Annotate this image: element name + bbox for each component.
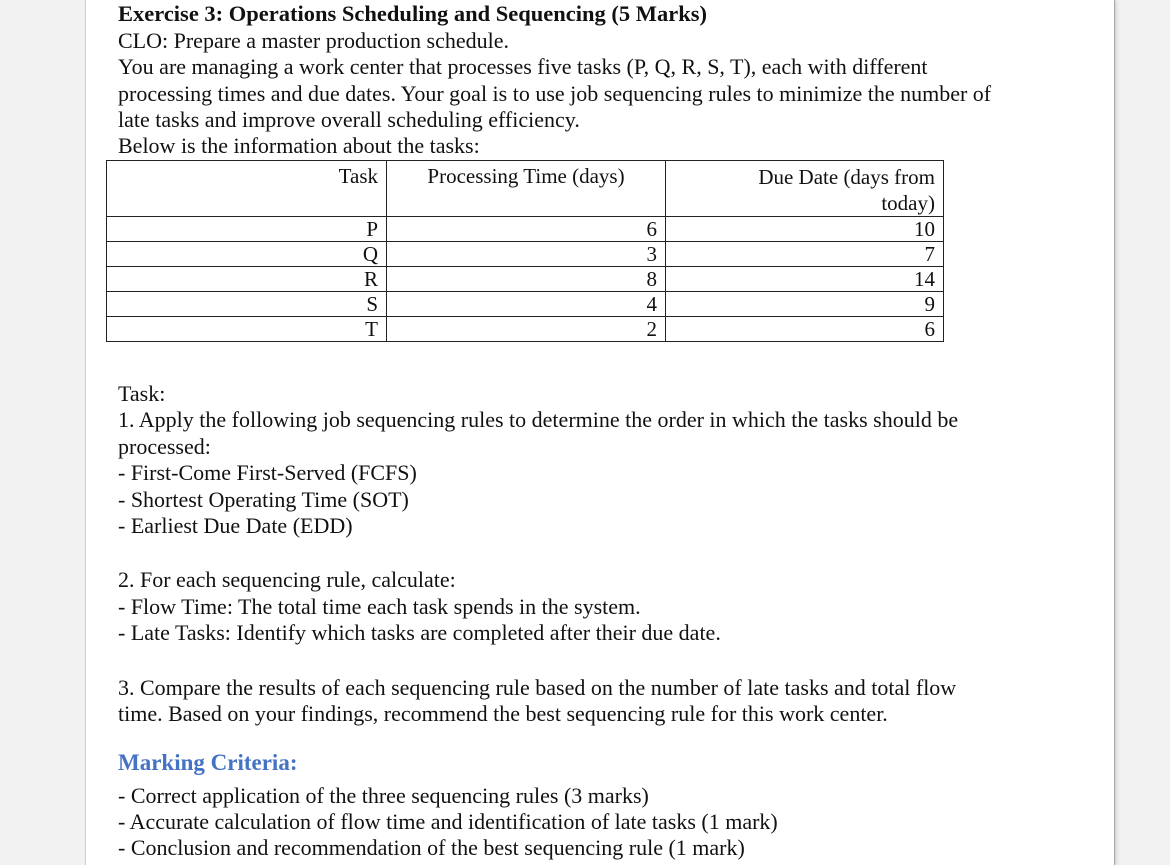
header-due-date — [666, 161, 944, 217]
header-due-line2: today) — [881, 191, 935, 215]
cell-task: T — [107, 317, 387, 342]
task-heading: Task: — [118, 381, 166, 406]
cell-processing: 4 — [387, 292, 666, 317]
cell-due: 14 — [666, 267, 944, 292]
intro-line: processing times and due dates. Your goal is to use job sequencing rules to minimize the number of — [118, 81, 992, 106]
table-header-row — [107, 161, 944, 217]
item2-line: 2. For each sequencing rule, calculate: — [118, 567, 456, 592]
item2-point: - Late Tasks: Identify which tasks are completed after their due date. — [118, 620, 721, 645]
criteria-item: - Correct application of the three sequencing rules (3 marks) — [118, 783, 649, 808]
table-row — [107, 267, 944, 292]
cell-due: 7 — [666, 242, 944, 267]
rule-item: - Shortest Operating Time (SOT) — [118, 487, 409, 512]
below-info-line: Below is the information about the tasks: — [118, 133, 480, 158]
rule-item: - Earliest Due Date (EDD) — [118, 513, 353, 538]
header-task: Task — [107, 161, 387, 217]
table-row — [107, 292, 944, 317]
criteria-item: - Accurate calculation of flow time and identification of late tasks (1 mark) — [118, 809, 778, 834]
criteria-item: - Conclusion and recommendation of the best sequencing rule (1 mark) — [118, 835, 745, 860]
cell-task: R — [107, 267, 387, 292]
cell-task: Q — [107, 242, 387, 267]
cell-task: P — [107, 217, 387, 242]
intro-line: You are managing a work center that processes five tasks (P, Q, R, S, T), each with different — [118, 54, 928, 79]
exercise-title: Exercise 3: Operations Scheduling and Sequencing (5 Marks) — [118, 1, 707, 26]
cell-processing: 6 — [387, 217, 666, 242]
marking-criteria-heading: Marking Criteria: — [118, 750, 298, 775]
cell-task: S — [107, 292, 387, 317]
item1-line: processed: — [118, 434, 211, 459]
cell-due: 9 — [666, 292, 944, 317]
item1-line: 1. Apply the following job sequencing rules to determine the order in which the tasks should be — [118, 407, 959, 432]
clo-line: CLO: Prepare a master production schedule. — [118, 28, 509, 53]
rule-item: - First-Come First-Served (FCFS) — [118, 460, 417, 485]
cell-processing: 8 — [387, 267, 666, 292]
header-processing-time: Processing Time (days) — [387, 161, 666, 217]
item3-line: time. Based on your findings, recommend the best sequencing rule for this work center. — [118, 701, 888, 726]
cell-due: 6 — [666, 317, 944, 342]
cell-due: 10 — [666, 217, 944, 242]
table-row — [107, 242, 944, 267]
item2-point: - Flow Time: The total time each task spends in the system. — [118, 594, 641, 619]
intro-line: late tasks and improve overall scheduling efficiency. — [118, 107, 580, 132]
table-row — [107, 317, 944, 342]
cell-processing: 3 — [387, 242, 666, 267]
item3-line: 3. Compare the results of each sequencing rule based on the number of late tasks and total flow — [118, 675, 957, 700]
tasks-table — [106, 160, 944, 342]
table-row — [107, 217, 944, 242]
cell-processing: 2 — [387, 317, 666, 342]
header-due-line1: Due Date (days from — [758, 165, 935, 189]
